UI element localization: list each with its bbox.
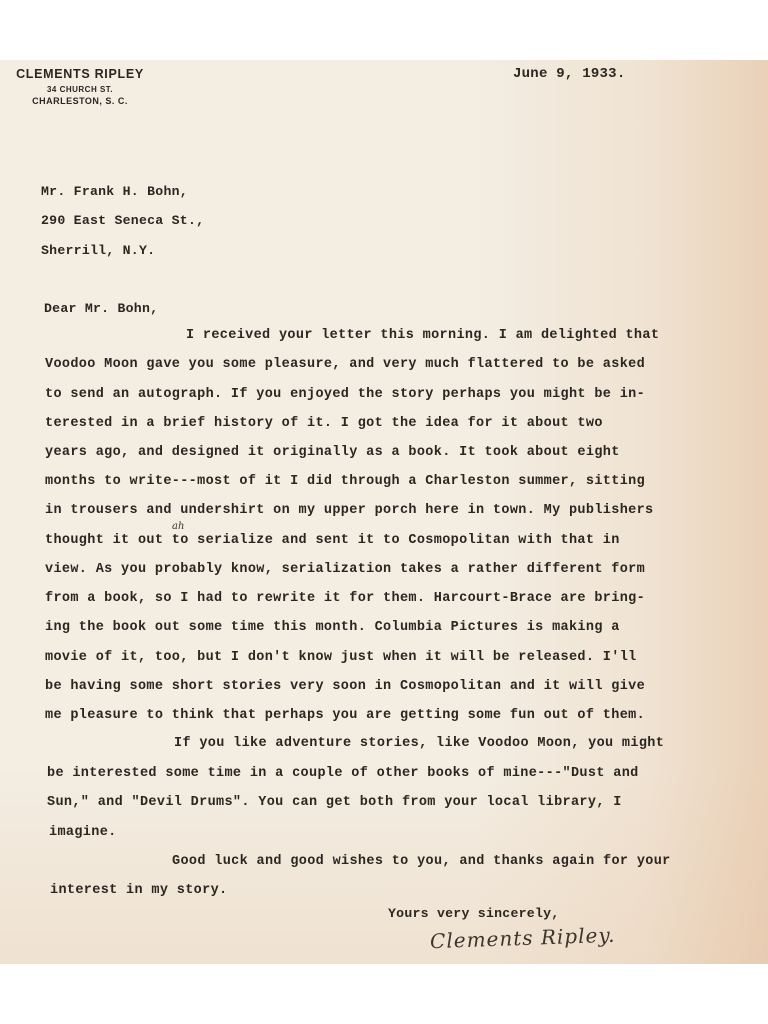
body-line: If you like adventure stories, like Voodoo Moon, you might bbox=[174, 736, 665, 751]
body-line: be having some short stories very soon in Cosmopolitan and it will give bbox=[45, 679, 646, 694]
recipient-name: Mr. Frank H. Bohn, bbox=[41, 184, 188, 199]
body-line: Good luck and good wishes to you, and thanks again for your bbox=[172, 854, 671, 869]
body-line: me pleasure to think that perhaps you are getting some fun out of them. bbox=[45, 708, 646, 723]
handwritten-correction: ah bbox=[172, 521, 185, 532]
body-line: terested in a brief history of it. I got the idea for it about two bbox=[45, 416, 603, 431]
recipient-street: 290 East Seneca St., bbox=[41, 213, 205, 228]
letterhead-name: CLEMENTS RIPLEY bbox=[16, 67, 144, 81]
body-line: interest in my story. bbox=[50, 883, 228, 898]
body-line: in trousers and undershirt on my upper porch here in town. My publishers bbox=[45, 503, 654, 518]
body-line: years ago, and designed it originally as a book. It took about eight bbox=[45, 445, 620, 460]
letterhead-city: CHARLESTON, S. C. bbox=[32, 96, 128, 106]
body-line: Voodoo Moon gave you some pleasure, and very much flattered to be asked bbox=[45, 357, 646, 372]
body-line: view. As you probably know, serialization takes a rather different form bbox=[45, 562, 646, 577]
body-line: thought it out to serialize and sent it to Cosmopolitan with that in bbox=[45, 533, 620, 548]
closing: Yours very sincerely, bbox=[388, 906, 560, 921]
letterhead-street: 34 CHURCH ST. bbox=[46, 85, 114, 94]
body-line: months to write---most of it I did through a Charleston summer, sitting bbox=[45, 474, 646, 489]
body-line: I received your letter this morning. I am delighted that bbox=[186, 328, 660, 343]
body-line: Sun," and "Devil Drums". You can get both from your local library, I bbox=[47, 795, 622, 810]
recipient-city: Sherrill, N.Y. bbox=[41, 243, 156, 258]
letter-page bbox=[0, 60, 768, 964]
body-line: from a book, so I had to rewrite it for them. Harcourt-Brace are bring- bbox=[45, 591, 646, 606]
body-line: ing the book out some time this month. Columbia Pictures is making a bbox=[45, 620, 620, 635]
letter-date: June 9, 1933. bbox=[513, 66, 626, 82]
body-line: imagine. bbox=[49, 825, 117, 840]
body-line: be interested some time in a couple of other books of mine---"Dust and bbox=[47, 766, 639, 781]
signature: Clements Ripley. bbox=[429, 922, 616, 954]
body-line: movie of it, too, but I don't know just when it will be released. I'll bbox=[45, 650, 637, 665]
salutation: Dear Mr. Bohn, bbox=[44, 301, 159, 316]
body-line: to send an autograph. If you enjoyed the story perhaps you might be in- bbox=[45, 387, 646, 402]
